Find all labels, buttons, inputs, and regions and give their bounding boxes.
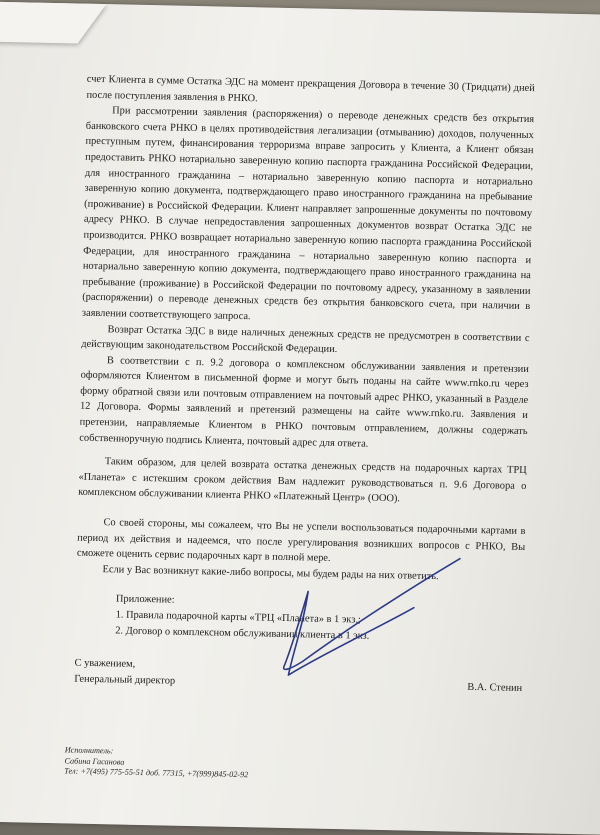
signer-position: Генеральный директор [74,673,176,687]
signer-name: В.А. Стенин [467,681,523,694]
paragraph-regret: Со своей стороны, мы сожалеем, что Вы не успели воспользоваться подарочными картами в период их действия и надеемся, что после урегулирования возникших вопросов с РНКО, Вы сможете оценить сервис подарочных карт в полной мере. [76,517,526,565]
executor-name: Сабина Гасанова [64,755,125,767]
paragraph-questions: Если у Вас возникнут какие-либо вопросы, мы будем рады на них ответить. [102,563,439,583]
closing-phrase: С уважением, [74,657,136,671]
attachment-item: 1. Правила подарочной карты «ТРЦ «Планета» в 1 экз.; [115,609,361,626]
executor-label: Исполнитель: [64,745,114,756]
page-corner [0,2,106,44]
document-page [0,2,600,835]
attachment-item: 2. Договор о комплексном обслуживании клиента в 1 экз. [115,625,370,642]
paragraph-cash-refund: Возврат Остатка ЭДС в виде наличных денежных средств не предусмотрен в соответствии с действующим законодательством Российской Федерации. [81,323,530,356]
paragraph-claims-procedure: В соответствии с п. 9.2 договора о комплексном обслуживании заявления и претензии оформляются Клиентом в письменной форме и могут быть поданы на сайте www.rnko.ru через форму обратной связи или почтовым отправлением на почтовый адрес РНКО, указанный в Разделе 12 Договора. Формы заявлений и претензий размещены на сайте www.rnko.ru. Заявления и претензии, направляемые Клиентом в РНКО почтовым отправлением, должны содержать собственноручную подпись Клиента, почтовый адрес для ответа. [79,354,529,450]
executor-info [64,745,249,780]
paragraph-conclusion: Таким образом, для целей возврата остатка денежных средств на подарочных картах ТРЦ «Планета» с истекшим сроком действия Вам надлежит руководствоваться п. 9.6 Договора о комплексном обслуживании клиента РНКО «Платежный Центр» (ООО). [78,456,527,505]
executor-phone: Тел: +7(495) 775-55-51 доб. 77315, +7(999)845-02-92 [64,766,249,780]
attachments-title: Приложение: [115,593,175,607]
paragraph-refund-term: счет Клиента в сумме Остатка ЭДС на момент прекращения Договора в течение 30 (Тридцати) дней после поступления заявления в РНКО. [86,73,535,104]
paragraph-document-request: При рассмотрении заявления (распоряжения) о переводе денежных средств без открытия банковского счета РНКО в целях противодействия легализации (отмыванию) доходов, полученных преступным путем, финансирования терроризма вправе запросить у Клиента, а Клиент обязан предоставить РНКО нотариально заверенную копию паспорта гражданина Российской Федерации, для иностранного гражданина – нотариально заверенную копию паспорта и нотариально заверенную копию документа, подтверждающего право иностранного гражданина на пребывание (проживание) в Российской Федерации. Клиент направляет запрошенные документы по почтовому адресу РНКО. В случае непредоставления запрошенных документов возврат Остатка ЭДС не производится. РНКО возвращает нотариально заверенную копию паспорта гражданина Российской Федерации, для иностранного гражданина – нотариально заверенную копию паспорта и нотариально заверенную копию документа, подтверждающего право иностранного гражданина на пребывание (проживание) в Российской Федерации по почтовому адресу, указанному в заявлении (распоряжении) о переводе денежных средств без открытия банковского счета, при наличии в заявлении соответствующего запроса. [81,105,535,323]
handwritten-signature [262,543,465,697]
